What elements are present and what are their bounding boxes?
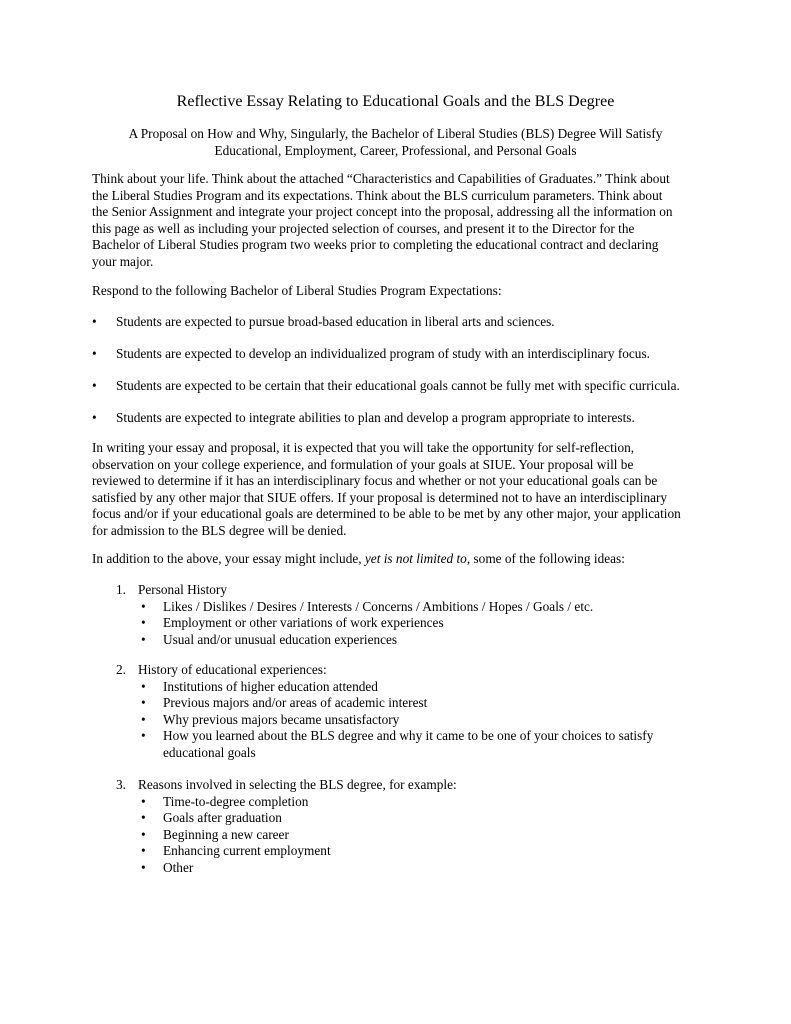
list-item xyxy=(116,827,716,844)
list-item-text: Institutions of higher education attended xyxy=(163,678,378,694)
list-item xyxy=(116,728,716,761)
intro-line: the Senior Assignment and integrate your project concept into the proposal, addressing all the information on xyxy=(92,204,673,220)
document-title: Reflective Essay Relating to Educational Goals and the BLS Degree xyxy=(176,93,615,110)
list-item-text: Beginning a new career xyxy=(163,826,289,842)
list-item xyxy=(116,860,716,877)
bullet-icon: • xyxy=(141,843,146,859)
section-title: Reasons involved in selecting the BLS degree, for example: xyxy=(138,777,457,792)
expectation-text: Students are expected to pursue broad-based education in liberal arts and sciences. xyxy=(116,314,555,329)
list-item xyxy=(116,615,716,632)
section-title: History of educational experiences: xyxy=(138,662,327,677)
section-list xyxy=(116,599,716,649)
bullet-icon: • xyxy=(141,859,146,875)
list-item-text: Other xyxy=(163,859,194,875)
writing-line: for admission to the BLS degree will be denied. xyxy=(92,522,347,538)
bullet-icon: • xyxy=(141,631,146,647)
bullet-icon: • xyxy=(92,314,97,329)
list-item-text: Employment or other variations of work experiences xyxy=(163,615,444,631)
writing-paragraph xyxy=(92,440,702,540)
section-number: 1. xyxy=(116,582,126,597)
intro-line: Think about your life. Think about the attached “Characteristics and Capabilities of Graduates.” Think about xyxy=(92,171,670,186)
section-number: 2. xyxy=(116,662,126,677)
section-title: Personal History xyxy=(138,582,228,597)
list-item xyxy=(116,712,716,729)
writing-line: satisfied by any other major that SIUE offers. If your proposal is determined not to have an interdisciplinary xyxy=(92,489,668,505)
bullet-icon: • xyxy=(141,598,146,614)
bullet-icon: • xyxy=(141,826,146,842)
list-item-text: How you learned about the BLS degree and why it came to be one of your choices to satisfy xyxy=(163,728,654,744)
addition-text: , some of the following ideas: xyxy=(466,551,625,566)
writing-line: In writing your essay and proposal, it is expected that you will take the opportunity for self-reflection, xyxy=(92,440,635,455)
bullet-icon: • xyxy=(141,810,146,826)
list-item xyxy=(116,794,716,811)
list-item xyxy=(116,679,716,696)
ideas-section xyxy=(116,582,716,648)
addition-italic-text: yet is not limited to xyxy=(364,551,467,566)
bullet-icon: • xyxy=(141,695,146,711)
intro-paragraph xyxy=(92,171,702,271)
list-item-text: Goals after graduation xyxy=(163,810,282,826)
bullet-icon: • xyxy=(92,346,97,361)
respond-intro: Respond to the following Bachelor of Liberal Studies Program Expectations: xyxy=(92,283,502,298)
section-list xyxy=(116,794,716,877)
intro-line: the Liberal Studies Program and its expectations. Think about the BLS curriculum parameters. Think about xyxy=(92,187,663,203)
list-item-text: Likes / Dislikes / Desires / Interests / Concerns / Ambitions / Hopes / Goals / etc. xyxy=(163,598,594,614)
section-number: 3. xyxy=(116,777,126,792)
bullet-icon: • xyxy=(92,378,97,393)
addition-paragraph xyxy=(92,551,702,568)
section-heading xyxy=(116,662,716,679)
bullet-icon: • xyxy=(141,728,146,744)
list-item-text-continued: educational goals xyxy=(163,744,256,760)
subtitle-line: Educational, Employment, Career, Professional, and Personal Goals xyxy=(214,143,577,158)
bullet-icon: • xyxy=(92,410,97,425)
list-item xyxy=(116,695,716,712)
expectation-text: Students are expected to develop an individualized program of study with an interdisciplinary focus. xyxy=(116,346,650,361)
section-heading xyxy=(116,777,716,794)
bullet-icon: • xyxy=(141,711,146,727)
expectation-text: Students are expected to integrate abilities to plan and develop a program appropriate to interests. xyxy=(116,410,635,425)
ideas-section xyxy=(116,662,716,762)
section-heading xyxy=(116,582,716,599)
list-item xyxy=(116,632,716,649)
writing-line: reviewed to determine if it has an interdisciplinary focus and whether or not your educational goals can be xyxy=(92,473,658,489)
document-subtitle xyxy=(95,125,696,159)
bullet-icon: • xyxy=(141,793,146,809)
list-item xyxy=(116,810,716,827)
intro-line: your major. xyxy=(92,253,154,269)
expectation-text: Students are expected to be certain that their educational goals cannot be fully met with specific curricula. xyxy=(116,378,680,393)
bullet-icon: • xyxy=(141,678,146,694)
addition-text: In addition to the above, your essay might include, xyxy=(92,551,365,566)
writing-line: focus and/or if your educational goals are determined to be able to be met by any other major, your application xyxy=(92,506,681,522)
writing-line: observation on your college experience, and formulation of your goals at SIUE. Your proposal will be xyxy=(92,456,634,472)
bullet-icon: • xyxy=(141,615,146,631)
intro-line: this page as well as including your projected selection of courses, and present it to the Director for the xyxy=(92,220,635,236)
list-item-text: Enhancing current employment xyxy=(163,843,331,859)
subtitle-line: A Proposal on How and Why, Singularly, the Bachelor of Liberal Studies (BLS) Degree Will Satisfy xyxy=(128,126,663,141)
intro-line: Bachelor of Liberal Studies program two weeks prior to completing the educational contract and declaring xyxy=(92,237,659,253)
list-item-text: Why previous majors became unsatisfactory xyxy=(163,711,400,727)
ideas-section xyxy=(116,777,716,877)
list-item xyxy=(116,843,716,860)
list-item-text: Time-to-degree completion xyxy=(163,793,309,809)
list-item-text: Previous majors and/or areas of academic interest xyxy=(163,695,428,711)
section-list xyxy=(116,679,716,762)
list-item-text: Usual and/or unusual education experiences xyxy=(163,631,398,647)
list-item xyxy=(116,599,716,616)
